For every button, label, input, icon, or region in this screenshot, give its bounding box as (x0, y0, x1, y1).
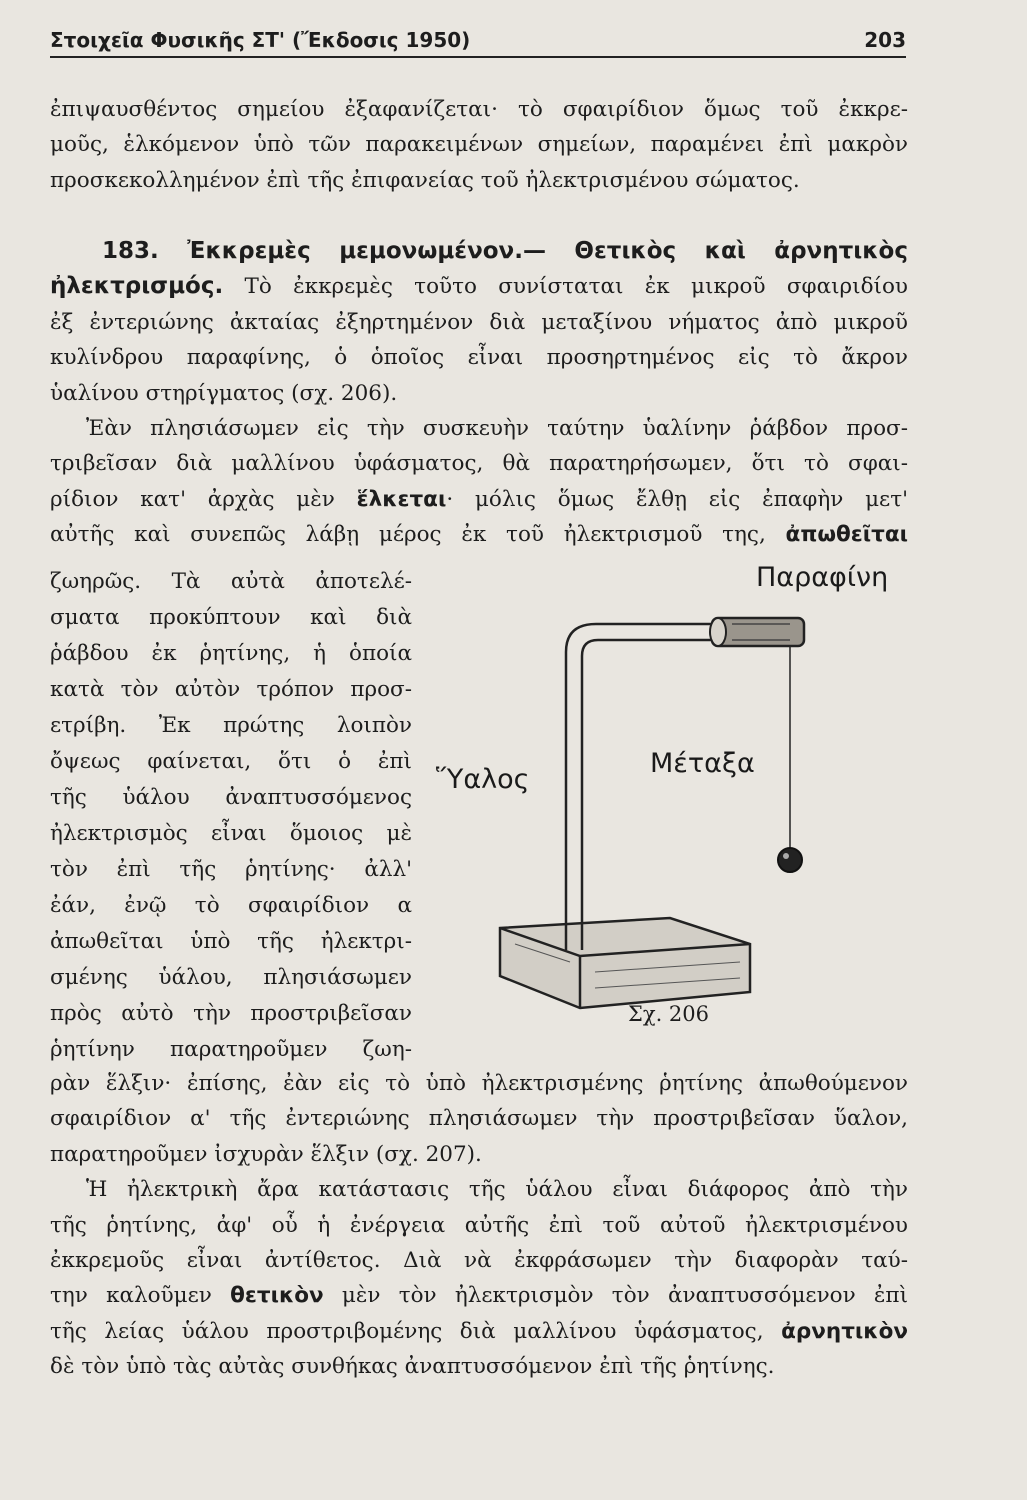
text-span: την καλοῦμεν (50, 1283, 231, 1309)
text-span: ρίδιον κατ' ἀρχὰς μὲν (50, 486, 357, 512)
section-title: 183. Ἐκκρεμὲς μεμονωμένον.— Θετικὸς καὶ ἀρνητικὸς (102, 238, 908, 264)
text-span: · μόλις ὅμως ἔλθῃ εἰς ἐπαφὴν μετ' (446, 486, 908, 512)
text-line: ζωηρῶς. Τὰ αὐτὰ ἀποτελέ- (50, 569, 412, 594)
text-line: ἐάν, ἐνῷ τὸ σφαιρίδιον α (50, 893, 412, 918)
text-line: πρὸς αὐτὸ τὴν προστριβεῖσαν (50, 1001, 412, 1026)
text-line: Ἡ ἠλεκτρικὴ ἄρα κατάστασις τῆς ὑάλου εἶναι διάφορος ἀπὸ τὴν (86, 1177, 908, 1203)
text-line: Ἐὰν πλησιάσωμεν εἰς τὴν συσκευὴν ταύτην ὑαλίνην ῥάβδον προσ- (86, 415, 908, 441)
text-line (50, 1278, 908, 1313)
page-number: 203 (864, 28, 906, 52)
text-line: ῥητίνην παρατηροῦμεν ζωη- (50, 1037, 412, 1062)
text-line: σφαιρίδιον α' τῆς ἐντεριώνης πλησιάσωμεν τὴν προστριβεῖσαν ὕαλον, (50, 1106, 908, 1132)
figure-caption: Σχ. 206 (628, 1002, 710, 1026)
text-line: ἀπωθεῖται ὑπὸ τῆς ἠλεκτρι- (50, 929, 412, 954)
text-line: σματα προκύπτουν καὶ διὰ (50, 605, 412, 630)
emphasis-negative: ἀρνητικὸν (781, 1318, 908, 1344)
label-glass: Ὕαλος (436, 764, 530, 795)
text-line: ἠλεκτρισμὸς εἶναι ὅμοιος μὲ (50, 821, 412, 846)
text-line: ἐξ ἐντεριώνης ἀκταίας ἐξηρτημένον διὰ μεταξίνου νήματος ἀπὸ μικροῦ (50, 309, 908, 335)
text-line: ὑαλίνου στηρίγματος (σχ. 206). (50, 380, 398, 406)
intro-paragraph (50, 92, 908, 198)
text-line: κατὰ τὸν αὐτὸν τρόπον προσ- (50, 677, 412, 702)
text-line: ἐκκρεμοῦς εἶναι ἀντίθετος. Διὰ νὰ ἐκφράσωμεν τὴν διαφορὰν ταύ- (50, 1247, 908, 1273)
running-header (50, 26, 906, 58)
text-line: ὄψεως φαίνεται, ὅτι ὁ ἐπὶ (50, 749, 412, 774)
emphasis-positive: θετικὸν (230, 1283, 324, 1309)
text-line: τριβεῖσαν διὰ μαλλίνου ὑφάσματος, θὰ παρατηρήσωμεν, ὅτι τὸ σφαι- (50, 451, 908, 477)
text-span: αὐτῆς καὶ συνεπῶς λάβῃ μέρος ἐκ τοῦ ἠλεκτρισμοῦ της, (50, 522, 786, 548)
text-line: ἐπιψαυσθέντος σημείου ἐξαφανίζεται· τὸ σφαιρίδιον ὅμως τοῦ ἐκκρε- (50, 97, 908, 122)
section-title-end: ἠλεκτρισμός. (50, 273, 224, 300)
text-line: ῥάβδου ἐκ ῥητίνης, ἡ ὁποία (50, 641, 412, 666)
text-line: ρὰν ἕλξιν· ἐπίσης, ἐὰν εἰς τὸ ὑπὸ ἠλεκτρισμένης ῥητίνης ἀπωθούμενον (50, 1071, 908, 1096)
text-line (50, 1314, 908, 1349)
emphasis-repelled: ἀπωθεῖται (785, 522, 908, 548)
text-span: Τὸ ἐκκρεμὲς τοῦτο συνίσταται ἐκ μικροῦ σφαιριδίου (223, 274, 908, 300)
text-span: τῆς λείας ὑάλου προστριβομένης διὰ μαλλίνου ὑφάσματος, (50, 1318, 782, 1344)
glass-rod (566, 624, 712, 950)
text-line: τῆς ῥητίνης, ἀφ' οὗ ἡ ἐνέργεια αὐτῆς ἐπὶ τοῦ αὐτοῦ ἠλεκτρισμένου (50, 1212, 908, 1238)
text-line: ετρίβη. Ἐκ πρώτης λοιπὸν (50, 713, 412, 738)
text-line (50, 269, 908, 304)
text-line: σμένης ὑάλου, πλησιάσωμεν (50, 965, 412, 990)
pith-ball (778, 848, 802, 872)
text-line: παρατηροῦμεν ἰσχυρὰν ἕλξιν (σχ. 207). (50, 1141, 482, 1167)
section-183 (50, 234, 908, 553)
emphasis-attracted: ἕλκεται (356, 486, 447, 512)
text-span: μὲν τὸν ἠλεκτρισμὸν τὸν ἀναπτυσσόμενον ἐπὶ (323, 1283, 908, 1309)
figure-206 (420, 552, 910, 1032)
text-line: δὲ τὸν ὑπὸ τὰς αὐτὰς συνθήκας ἀναπτυσσόμενον ἐπὶ τῆς ῥητίνης. (50, 1354, 775, 1380)
text-line (50, 517, 908, 552)
closing-text (50, 1066, 908, 1385)
text-line: τὸν ἐπὶ τῆς ῥητίνης· ἀλλ' (50, 857, 412, 882)
narrow-column-text (50, 564, 412, 1068)
book-title: Στοιχεῖα Φυσικῆς ΣΤ' (Ἔκδοσις 1950) (50, 28, 471, 52)
section-heading (50, 234, 908, 269)
label-silk: Μέταξα (650, 748, 755, 779)
wooden-base (500, 918, 750, 1008)
text-line: μοῦς, ἑλκόμενον ὑπὸ τῶν παρακειμένων σημείων, παραμένει ἐπὶ μακρὸν (50, 132, 908, 158)
text-line: προσκεκολλημένον ἐπὶ τῆς ἐπιφανείας τοῦ ἠλεκτρισμένου σώματος. (50, 167, 800, 193)
label-paraffin: Παραφίνη (756, 562, 889, 593)
text-line: τῆς ὑάλου ἀναπτυσσόμενος (50, 785, 412, 810)
text-line (50, 482, 908, 517)
text-line: κυλίνδρου παραφίνης, ὁ ὁποῖος εἶναι προσηρτημένος εἰς τὸ ἄκρον (50, 345, 908, 371)
